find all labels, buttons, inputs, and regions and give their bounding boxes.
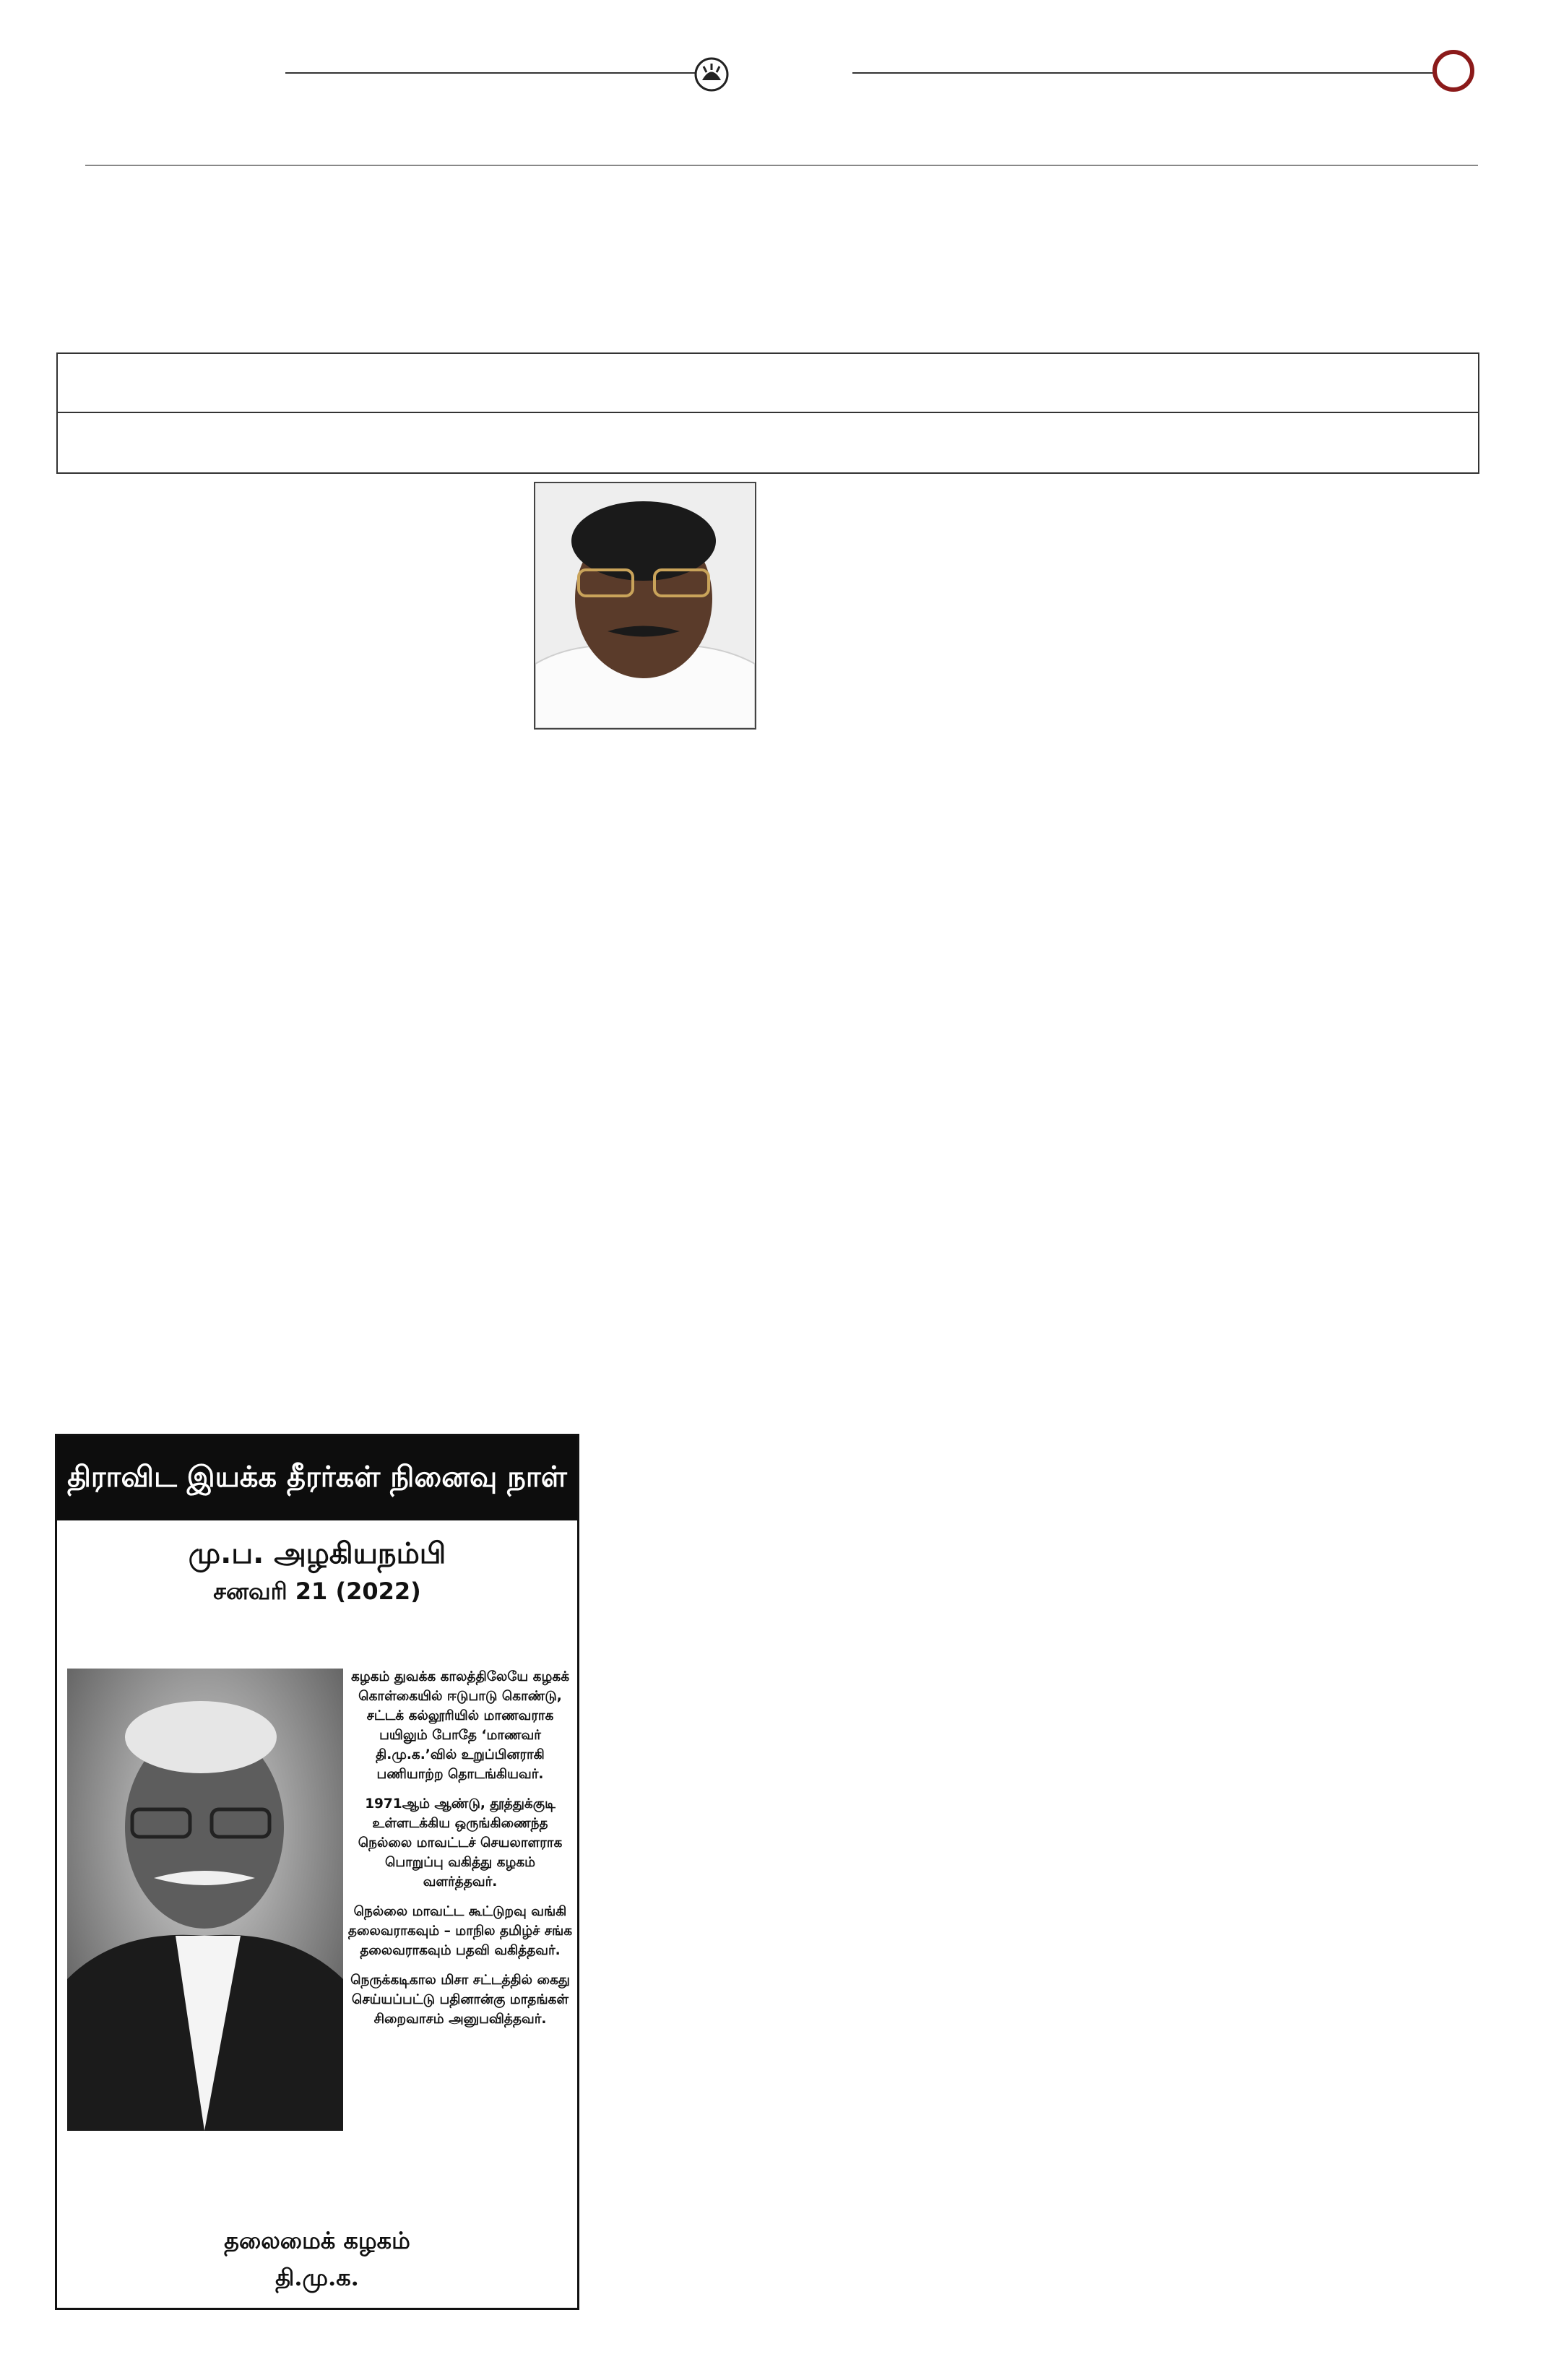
header-underline xyxy=(85,165,1478,166)
memorial-footer-party: தி.மு.க. xyxy=(275,2264,359,2291)
memorial-notice xyxy=(55,1434,579,2310)
memorial-date: சனவரி 21 (2022) xyxy=(213,1578,421,1605)
memorial-paragraph: நெல்லை மாவட்ட கூட்டுறவு வங்கி தலைவராகவும் – மாநில தமிழ்ச் சங்க தலைவராகவும் பதவி வகித்தவர். xyxy=(347,1904,573,1958)
portrait-photo xyxy=(534,482,756,730)
memorial-banner: திராவிட இயக்க தீரர்கள் நினைவு நாள் xyxy=(57,1436,577,1520)
memorial-paragraph: நெருக்கடிகால மிசா சட்டத்தில் கைது செய்யப்பட்டு பதினான்கு மாதங்கள் சிறைவாசம் அனுபவித்தவர். xyxy=(350,1973,570,2027)
header-rule-left xyxy=(285,72,704,74)
memorial-footer-headquarters: தலைமைக் கழகம் xyxy=(224,2227,410,2254)
headline-box-lower xyxy=(56,412,1479,474)
header-rule-right xyxy=(852,72,1438,74)
memorial-paragraph: 1971ஆம் ஆண்டு, தூத்துக்குடி உள்ளடக்கிய ஒருங்கிணைந்த நெல்லை மாவட்டச் செயலாளராக பொறுப்பு வகித்து கழகம் வளர்த்தவர். xyxy=(358,1796,563,1890)
memorial-name: மு.ப. அழகியநம்பி xyxy=(188,1537,446,1570)
memorial-portrait-photo xyxy=(67,1669,343,2131)
red-circle-icon xyxy=(1432,50,1474,92)
memorial-biography xyxy=(346,1667,574,2039)
rising-sun-emblem-icon xyxy=(693,56,730,92)
headline-box-upper xyxy=(56,352,1479,413)
memorial-paragraph: கழகம் துவக்க காலத்திலேயே கழகக் கொள்கையில் ஈடுபாடு கொண்டு, சட்டக் கல்லூரியில் மாணவராக பயிலும் போதே ‘மாணவர் தி.மு.க.’வில் உறுப்பினராகி பணியாற்ற தொடங்கியவர். xyxy=(350,1669,570,1782)
